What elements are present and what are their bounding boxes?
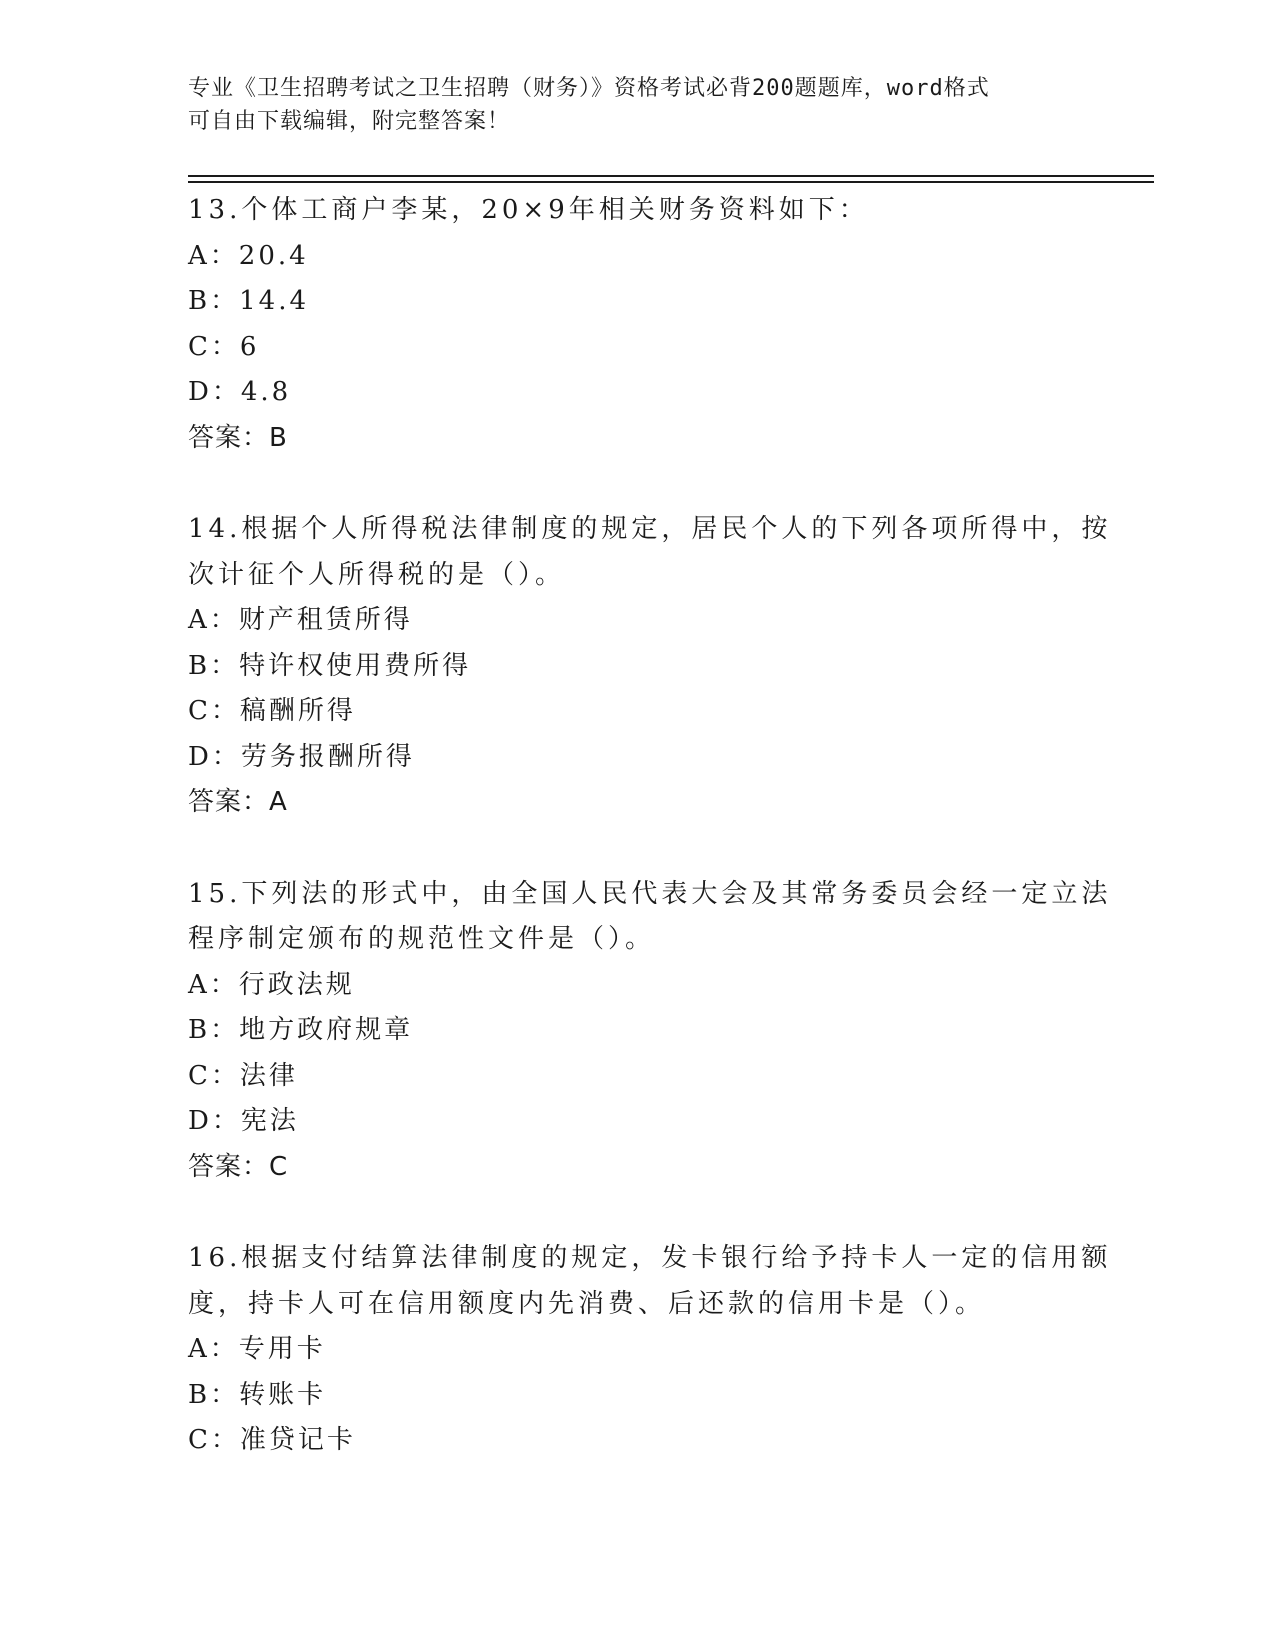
question-stem: 16.根据支付结算法律制度的规定，发卡银行给予持卡人一定的信用额	[188, 1243, 1112, 1273]
header-line-2: 可自由下载编辑，附完整答案！	[188, 109, 511, 134]
option-a: A：专用卡	[188, 1334, 326, 1364]
option-b: B：14.4	[188, 286, 309, 316]
header-divider-bottom	[188, 181, 1154, 183]
question-16	[188, 1236, 1112, 1464]
question-stem-continued: 程序制定颁布的规范性文件是（）。	[188, 924, 656, 954]
header-divider-top	[188, 175, 1154, 177]
question-stem: 14.根据个人所得税法律制度的规定，居民个人的下列各项所得中，按	[188, 514, 1112, 544]
question-stem-continued: 次计征个人所得税的是（）。	[188, 559, 566, 590]
question-stem: 15.下列法的形式中，由全国人民代表大会及其常务委员会经一定立法	[188, 878, 1112, 909]
answer-line: 答案：C	[188, 1151, 289, 1182]
option-c: C：稿酬所得	[188, 696, 356, 726]
answer-line: 答案：A	[188, 787, 288, 817]
option-c: C：准贷记卡	[188, 1425, 356, 1455]
option-d: D：4.8	[188, 377, 292, 407]
option-c: C：6	[188, 331, 260, 362]
option-a: A：20.4	[188, 240, 309, 271]
header-line-1: 专业《卫生招聘考试之卫生招聘（财务）》资格考试必背200题题库，word格式	[188, 76, 990, 101]
option-c: C：法律	[188, 1060, 298, 1091]
document-header	[188, 72, 1088, 138]
question-14	[188, 507, 1112, 826]
option-d: D：劳务报酬所得	[188, 741, 415, 772]
answer-line: 答案：B	[188, 422, 288, 453]
question-stem-continued: 度，持卡人可在信用额度内先消费、后还款的信用卡是（）。	[188, 1288, 986, 1319]
question-stem: 13.个体工商户李某，20×9年相关财务资料如下：	[188, 195, 869, 225]
option-b: B：特许权使用费所得	[188, 650, 472, 681]
option-d: D：宪法	[188, 1106, 299, 1136]
option-b: B：地方政府规章	[188, 1015, 414, 1045]
option-a: A：财产租赁所得	[188, 605, 413, 635]
option-a: A：行政法规	[188, 969, 355, 1000]
question-list	[188, 188, 1112, 1510]
option-b: B：转账卡	[188, 1379, 327, 1410]
question-13	[188, 188, 1088, 461]
question-15	[188, 872, 1112, 1191]
